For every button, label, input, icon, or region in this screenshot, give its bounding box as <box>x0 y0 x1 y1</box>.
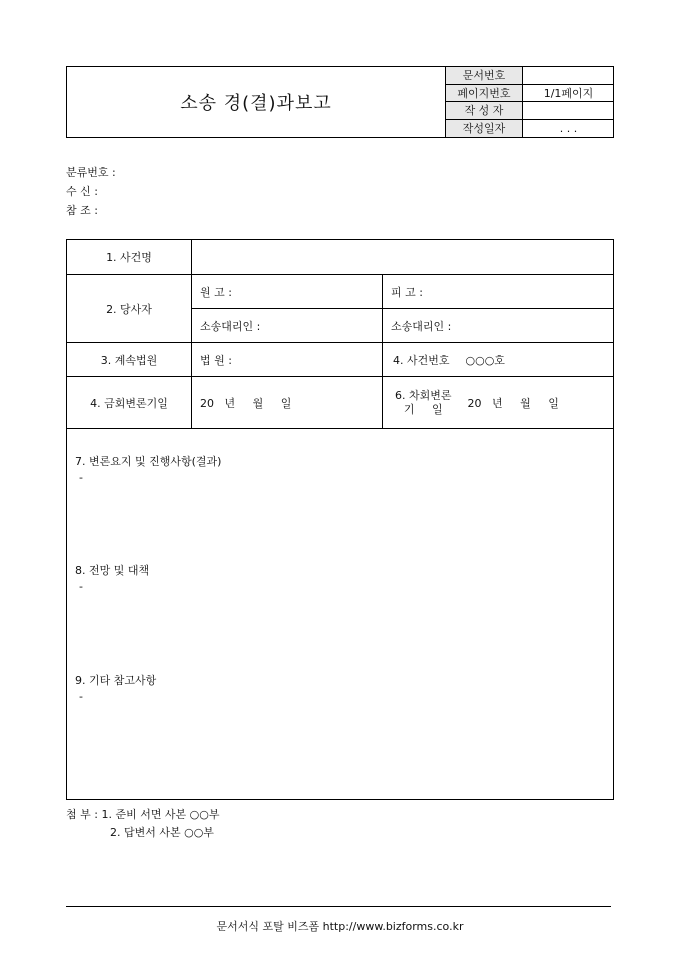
info-label: 작 성 자 <box>446 102 523 119</box>
section-outlook-title: 8. 전망 및 대책 <box>75 564 150 577</box>
report-table <box>66 239 614 800</box>
court-field[interactable]: 법 원 : <box>191 342 382 376</box>
info-row-author <box>446 102 614 120</box>
plaintiff-agent-field[interactable]: 소송대리인 : <box>191 308 382 342</box>
info-value <box>523 67 614 84</box>
info-value <box>523 102 614 119</box>
case-number-cell[interactable] <box>382 342 613 376</box>
parties-label: 2. 당사자 <box>67 274 191 342</box>
section-summary-bullet: - <box>79 471 83 484</box>
next-hearing-label <box>395 389 452 417</box>
section-summary-title: 7. 변론요지 및 진행사항(결과) <box>75 455 222 468</box>
attachment-line-1: 첨 부 : 1. 준비 서면 사본 ○○부 <box>66 808 220 821</box>
section-outlook-bullet: - <box>79 580 83 593</box>
footer-text: 문서서식 포탈 비즈폼 http://www.bizforms.co.kr <box>216 920 464 933</box>
case-name-label: 1. 사건명 <box>106 251 152 264</box>
classification-label: 분류번호 : <box>66 166 116 179</box>
info-label: 작성일자 <box>446 120 523 138</box>
defendant-agent-field[interactable]: 소송대리인 : <box>382 308 613 342</box>
case-name-field[interactable] <box>191 240 613 274</box>
defendant-field[interactable]: 피 고 : <box>382 274 613 308</box>
document-info-grid <box>445 67 614 137</box>
info-value: . . . <box>559 121 578 135</box>
free-text-area[interactable] <box>67 428 613 800</box>
footer-divider <box>66 906 611 907</box>
case-number-value: ○○○호 <box>465 353 505 367</box>
recipient-label: 수 신 : <box>66 185 98 198</box>
next-hearing-cell[interactable] <box>382 376 613 428</box>
info-value: 1/1페이지 <box>543 86 594 100</box>
next-hearing-label-line2: 기 일 <box>403 402 443 416</box>
hearing-date-field[interactable]: 20 년 월 일 <box>191 376 382 428</box>
info-label: 페이지번호 <box>446 85 523 102</box>
hearing-date-label: 4. 금회변론기일 <box>67 376 191 428</box>
next-hearing-label-line1: 6. 차회변론 <box>395 388 452 402</box>
plaintiff-field[interactable]: 원 고 : <box>191 274 382 308</box>
case-number-label: 4. 사건번호 <box>393 353 450 367</box>
info-label: 문서번호 <box>446 67 523 84</box>
info-row-doc-number <box>446 67 614 85</box>
document-header <box>66 66 614 138</box>
next-hearing-date: 20 년 월 일 <box>467 396 559 410</box>
info-row-date <box>446 120 614 138</box>
attachment-line-2: 2. 답변서 사본 ○○부 <box>110 826 214 839</box>
info-row-page-number <box>446 85 614 103</box>
section-notes-title: 9. 기타 참고사항 <box>75 674 157 687</box>
court-label: 3. 계속법원 <box>67 342 191 376</box>
section-notes-bullet: - <box>79 690 83 703</box>
document-title: 소송 경(결)과보고 <box>180 93 332 114</box>
reference-label: 참 조 : <box>66 204 98 217</box>
